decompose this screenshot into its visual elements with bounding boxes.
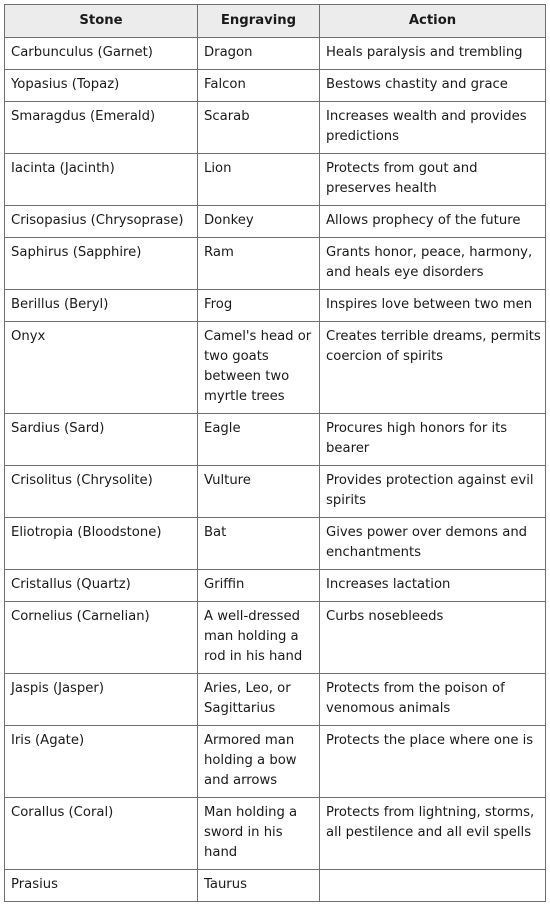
engraving-cell: Eagle bbox=[198, 414, 320, 466]
action-cell: Protects from the poison of venomous animals bbox=[320, 674, 546, 726]
engraving-cell: Ram bbox=[198, 238, 320, 290]
stone-cell: Smaragdus (Emerald) bbox=[5, 102, 198, 154]
table-row bbox=[5, 206, 546, 238]
action-cell: Provides protection against evil spirits bbox=[320, 466, 546, 518]
engraving-cell: Griffin bbox=[198, 570, 320, 602]
stone-cell: Carbunculus (Garnet) bbox=[5, 38, 198, 70]
action-cell: Protects the place where one is bbox=[320, 726, 546, 798]
action-cell: Increases lactation bbox=[320, 570, 546, 602]
table-row bbox=[5, 102, 546, 154]
stone-cell: Iacinta (Jacinth) bbox=[5, 154, 198, 206]
table-row bbox=[5, 290, 546, 322]
table-row bbox=[5, 798, 546, 870]
engraving-cell: Lion bbox=[198, 154, 320, 206]
stone-cell: Cristallus (Quartz) bbox=[5, 570, 198, 602]
table-header bbox=[5, 5, 546, 38]
table-row bbox=[5, 726, 546, 798]
engraving-cell: Vulture bbox=[198, 466, 320, 518]
action-cell: Increases wealth and provides predictions bbox=[320, 102, 546, 154]
engraving-cell: Armored man holding a bow and arrows bbox=[198, 726, 320, 798]
action-cell: Protects from lightning, storms, all pestilence and all evil spells bbox=[320, 798, 546, 870]
stone-cell: Jaspis (Jasper) bbox=[5, 674, 198, 726]
stone-cell: Prasius bbox=[5, 870, 198, 902]
stone-cell: Eliotropia (Bloodstone) bbox=[5, 518, 198, 570]
action-cell: Gives power over demons and enchantments bbox=[320, 518, 546, 570]
header-stone: Stone bbox=[5, 5, 198, 38]
engraving-cell: Bat bbox=[198, 518, 320, 570]
engraving-cell: Taurus bbox=[198, 870, 320, 902]
action-cell: Bestows chastity and grace bbox=[320, 70, 546, 102]
table-container bbox=[4, 4, 545, 902]
header-engraving: Engraving bbox=[198, 5, 320, 38]
action-cell bbox=[320, 870, 546, 902]
header-row bbox=[5, 5, 546, 38]
stone-cell: Cornelius (Carnelian) bbox=[5, 602, 198, 674]
engraving-cell: Dragon bbox=[198, 38, 320, 70]
engraving-cell: Man holding a sword in his hand bbox=[198, 798, 320, 870]
table-row bbox=[5, 38, 546, 70]
stone-cell: Crisopasius (Chrysoprase) bbox=[5, 206, 198, 238]
action-cell: Curbs nosebleeds bbox=[320, 602, 546, 674]
table-row bbox=[5, 414, 546, 466]
engraving-cell: Falcon bbox=[198, 70, 320, 102]
table-row bbox=[5, 870, 546, 902]
action-cell: Allows prophecy of the future bbox=[320, 206, 546, 238]
table-body bbox=[5, 38, 546, 902]
table-row bbox=[5, 154, 546, 206]
header-action: Action bbox=[320, 5, 546, 38]
engraving-cell: Frog bbox=[198, 290, 320, 322]
stone-cell: Crisolitus (Chrysolite) bbox=[5, 466, 198, 518]
action-cell: Procures high honors for its bearer bbox=[320, 414, 546, 466]
engraving-cell: Scarab bbox=[198, 102, 320, 154]
action-cell: Creates terrible dreams, permits coercion of spirits bbox=[320, 322, 546, 414]
action-cell: Inspires love between two men bbox=[320, 290, 546, 322]
stone-cell: Sardius (Sard) bbox=[5, 414, 198, 466]
engraving-cell: Camel's head or two goats between two myrtle trees bbox=[198, 322, 320, 414]
table-row bbox=[5, 466, 546, 518]
engraving-cell: Donkey bbox=[198, 206, 320, 238]
table-row bbox=[5, 322, 546, 414]
table-row bbox=[5, 238, 546, 290]
table-row bbox=[5, 518, 546, 570]
stone-cell: Berillus (Beryl) bbox=[5, 290, 198, 322]
stone-cell: Onyx bbox=[5, 322, 198, 414]
engraving-cell: Aries, Leo, or Sagittarius bbox=[198, 674, 320, 726]
stone-cell: Corallus (Coral) bbox=[5, 798, 198, 870]
stone-cell: Iris (Agate) bbox=[5, 726, 198, 798]
stone-cell: Saphirus (Sapphire) bbox=[5, 238, 198, 290]
table-row bbox=[5, 602, 546, 674]
action-cell: Protects from gout and preserves health bbox=[320, 154, 546, 206]
action-cell: Grants honor, peace, harmony, and heals eye disorders bbox=[320, 238, 546, 290]
stones-table bbox=[4, 4, 546, 902]
table-row bbox=[5, 674, 546, 726]
table-row bbox=[5, 570, 546, 602]
table-row bbox=[5, 70, 546, 102]
action-cell: Heals paralysis and trembling bbox=[320, 38, 546, 70]
stone-cell: Yopasius (Topaz) bbox=[5, 70, 198, 102]
engraving-cell: A well-dressed man holding a rod in his hand bbox=[198, 602, 320, 674]
